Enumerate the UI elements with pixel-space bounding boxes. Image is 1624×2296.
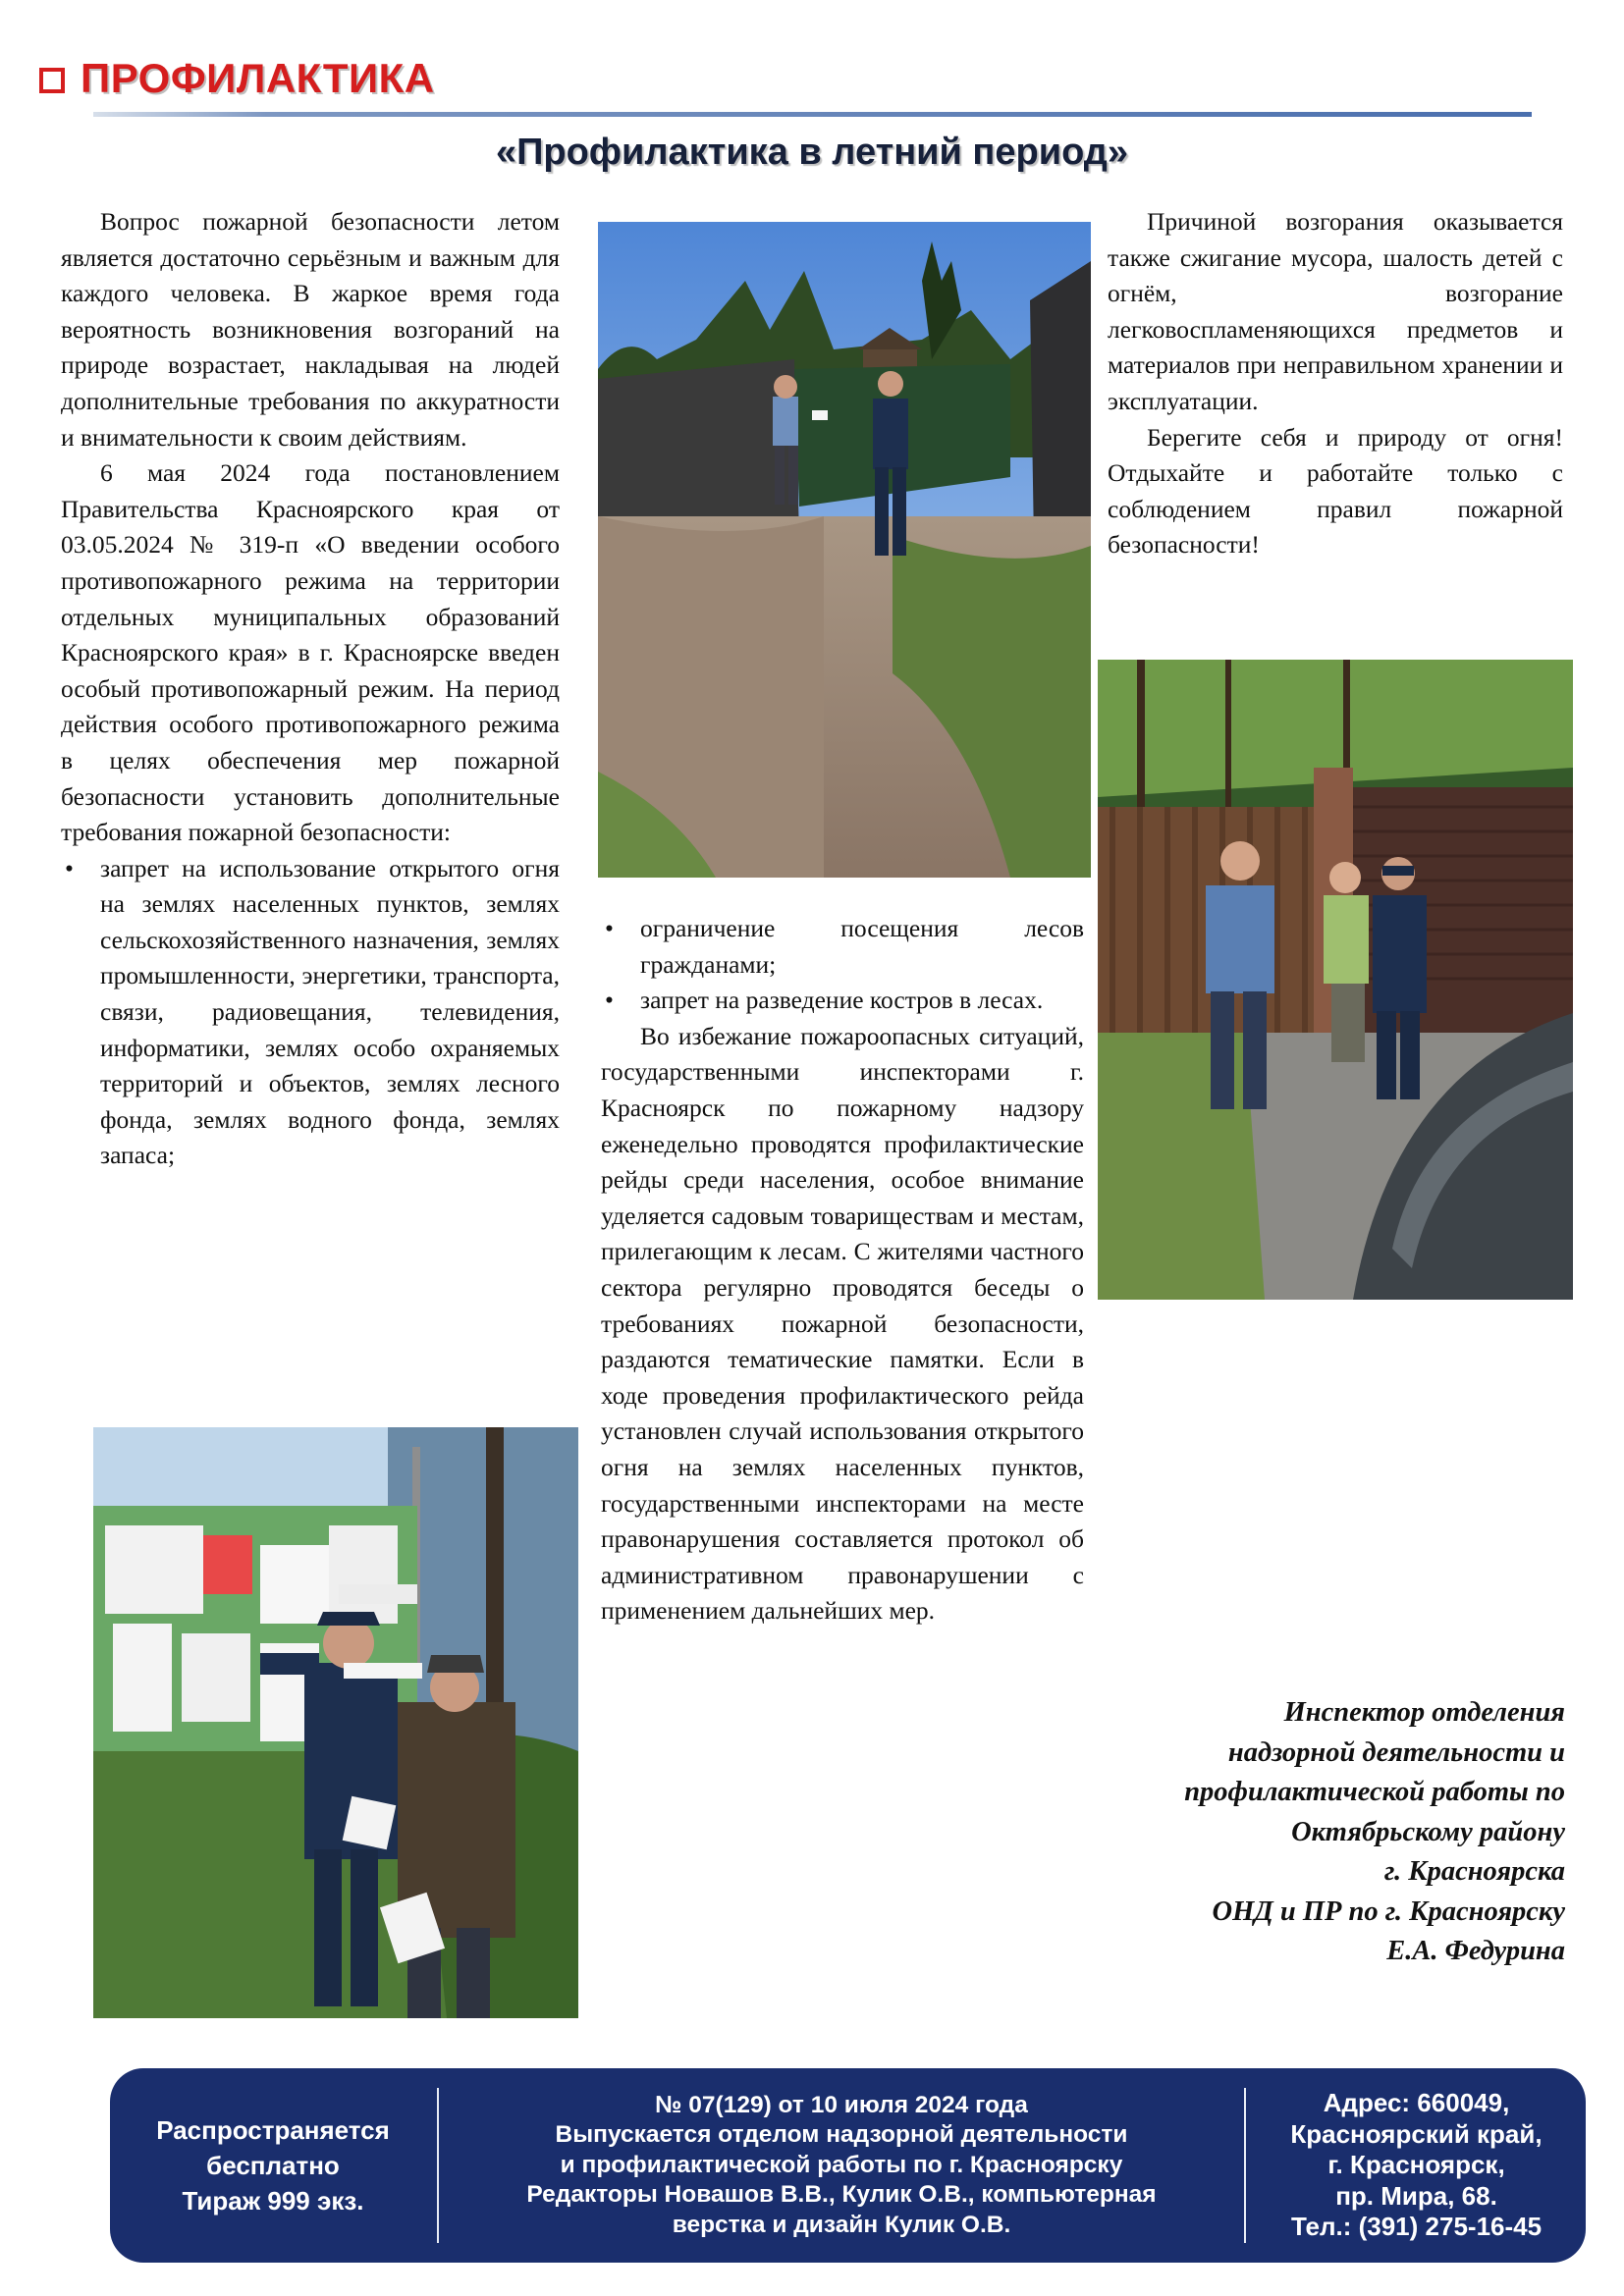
footer-line: и профилактической работы по г. Красноярску (560, 2151, 1123, 2178)
column-left (61, 204, 560, 1174)
header-rule (93, 112, 1532, 117)
photo-inspection-notice-board (93, 1427, 578, 2018)
column-right (1108, 204, 1563, 563)
footer-issue-info (440, 2068, 1243, 2263)
signature-line: профилактической работы по (1184, 1777, 1565, 1807)
list-item: • запрет на разведение костров в лесах. (601, 983, 1084, 1019)
footer-line: № 07(129) от 10 июля 2024 года (655, 2091, 1028, 2118)
footer-line: Тираж 999 экз. (182, 2186, 364, 2216)
signature-line: ОНД и ПР по г. Красноярску (1212, 1896, 1565, 1927)
paragraph-raids: Во избежание пожароопасных ситуаций, государственными инспекторами г. Красноярск по пожарному надзору еженедельно проводятся профилактические рейды среди населения, особое внимание уделяется садовым товариществам и местам, прилегающим к лесам. С жителями частного сектора регулярно проводятся беседы о требованиях пожарной безопасности, раздаются тематические памятки. Если в ходе проведения профилактического рейда установлен случай использования открытого огня на землях населенных пунктов, государственными инспекторами на месте правонарушения составляется протокол об административном правонарушении с применением дальнейших мер. (601, 1021, 1084, 1626)
signature-line: Октябрьскому району (1291, 1816, 1565, 1847)
paragraph-causes: Причиной возгорания оказывается также сжигание мусора, шалость детей с огнём, возгорание легковоспламеняющихся предметов и материалов при неправильном хранении и эксплуатации. (1108, 207, 1563, 415)
column-middle (601, 911, 1084, 1629)
paragraph-appeal: Берегите себя и природу от огня! Отдыхайте и работайте только с соблюдением правил пожарной безопасности! (1108, 422, 1563, 560)
footer-line: г. Красноярск, (1327, 2150, 1505, 2180)
photo-inspection-gate-conversation (1098, 660, 1573, 1300)
footer-line: Адрес: 660049, (1323, 2088, 1510, 2118)
paragraph-intro: Вопрос пожарной безопасности летом является достаточно серьёзным и важным для каждого человека. В жаркое время года вероятность возникновения возгораний на природе возрастает, накладывая на людей дополнительные требования по аккуратности и внимательности к своим действиям. (61, 207, 560, 452)
requirements-list (61, 851, 560, 1174)
footer-distribution (110, 2068, 436, 2263)
requirements-list-continued (601, 911, 1084, 1019)
footer-line: Распространяется (156, 2115, 390, 2145)
section-header (39, 51, 435, 106)
list-item: • ограничение посещения лесов гражданами; (601, 911, 1084, 983)
footer-line: пр. Мира, 68. (1335, 2180, 1497, 2211)
footer-divider (437, 2088, 439, 2243)
signature-line: г. Красноярска (1383, 1856, 1565, 1887)
footer-line: Выпускается отделом надзорной деятельности (555, 2121, 1128, 2149)
photo-inspection-gravel-road (598, 222, 1091, 878)
section-title: ПРОФИЛАКТИКА (81, 55, 435, 101)
article-title: «Профилактика в летний период» (495, 132, 1129, 173)
footer-line: Тел.: (391) 275-16-45 (1290, 2212, 1543, 2242)
paragraph-decree: 6 мая 2024 года постановлением Правительства Красноярского края от 03.05.2024 № 319-п «О введении особого противопожарного режима на территории отдельных муниципальных образований Красноярского края» в г. Красноярске введен особый противопожарный режим. На период действия особого противопожарного режима в целях обеспечения мер пожарной безопасности установить дополнительные требования пожарной безопасности: (61, 458, 560, 847)
publication-footer (110, 2068, 1586, 2263)
footer-line: бесплатно (206, 2151, 340, 2180)
signature-line: Инспектор отделения (1283, 1697, 1565, 1728)
footer-line: Редакторы Новашов В.В., Кулик О.В., компьютерная (526, 2181, 1157, 2209)
signature-line: Е.А. Федурина (1386, 1936, 1565, 1966)
footer-line: верстка и дизайн Кулик О.В. (672, 2211, 1011, 2238)
footer-address (1247, 2068, 1586, 2263)
list-item: • запрет на использование открытого огня на землях населенных пунктов, землях сельскохозяйственного назначения, землях промышленности, энергетики, транспорта, связи, радиовещания, телевидения, информатики, землях особо охраняемых территорий и объектов, землях лесного фонда, землях водного фонда, землях запаса; (61, 851, 560, 1174)
signature-line: надзорной деятельности и (1227, 1736, 1565, 1768)
footer-line: Красноярский край, (1290, 2118, 1543, 2149)
author-signature (1090, 1693, 1565, 1972)
footer-divider (1244, 2088, 1246, 2243)
checkbox-icon (39, 68, 65, 93)
